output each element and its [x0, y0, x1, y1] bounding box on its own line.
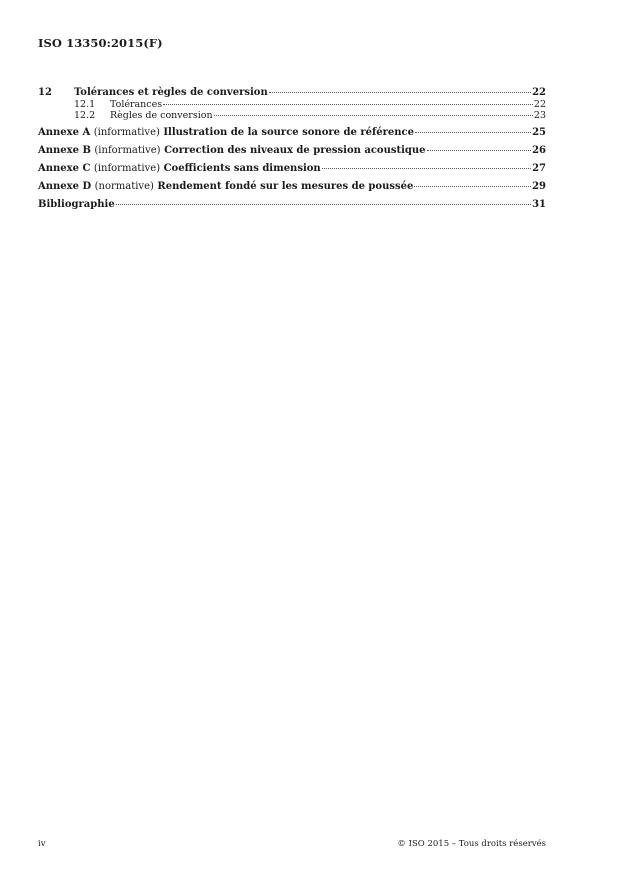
annex-kind: (informative)	[94, 145, 161, 156]
annex-title: Coefficients sans dimension	[163, 163, 321, 174]
toc-page-number: 26	[532, 145, 546, 156]
dot-leader	[214, 115, 533, 116]
dot-leader	[414, 186, 531, 187]
dot-leader	[163, 104, 533, 105]
toc-entry-clause-12[interactable]	[38, 87, 546, 99]
dot-leader	[269, 92, 531, 93]
toc-page-number: 31	[532, 199, 546, 210]
annex-kind: (normative)	[94, 181, 154, 192]
document-id-header: ISO 13350:2015(F)	[38, 36, 163, 50]
toc-page-number: 22	[532, 87, 546, 98]
footer-copyright: © ISO 2015 – Tous droits réservés	[397, 839, 546, 849]
toc-page-number: 22	[533, 99, 546, 110]
annex-label: Annexe C	[38, 163, 91, 174]
annex-title: Correction des niveaux de pression acoustique	[164, 145, 426, 156]
toc-entry-12-2[interactable]	[38, 110, 546, 121]
annex-title: Illustration de la source sonore de référence	[163, 127, 414, 138]
toc-entry-12-1[interactable]	[38, 99, 546, 110]
dot-leader	[427, 150, 532, 151]
table-of-contents	[38, 87, 546, 211]
bibliography-title: Bibliographie	[38, 199, 115, 210]
annex-title: Rendement fondé sur les mesures de poussée	[157, 181, 414, 192]
dot-leader	[116, 204, 531, 205]
toc-subclause-title: Tolérances	[110, 99, 163, 110]
toc-entry-annex-d[interactable]	[38, 181, 546, 193]
toc-page-number: 29	[532, 181, 546, 192]
toc-entry-annex-c[interactable]	[38, 163, 546, 175]
toc-subclause-number: 12.2	[74, 110, 96, 121]
annex-kind: (informative)	[93, 163, 161, 174]
toc-subclause-number: 12.1	[74, 99, 96, 110]
dot-leader	[415, 132, 531, 133]
toc-page-number: 27	[532, 163, 546, 174]
annex-label: Annexe A	[38, 127, 91, 138]
toc-page-number: 23	[533, 110, 546, 121]
toc-entry-annex-b[interactable]	[38, 145, 546, 157]
toc-entry-annex-a[interactable]	[38, 127, 546, 139]
dot-leader	[322, 168, 531, 169]
toc-page-number: 25	[532, 127, 546, 138]
toc-clause-title: Tolérances et règles de conversion	[74, 87, 268, 98]
toc-entry-bibliography[interactable]	[38, 199, 546, 211]
annex-label: Annexe B	[38, 145, 91, 156]
toc-subclause-title: Règles de conversion	[110, 110, 213, 121]
annex-label: Annexe D	[38, 181, 92, 192]
footer-page-number: iv	[38, 839, 46, 849]
toc-clause-number: 12	[38, 87, 52, 98]
annex-kind: (informative)	[93, 127, 160, 138]
